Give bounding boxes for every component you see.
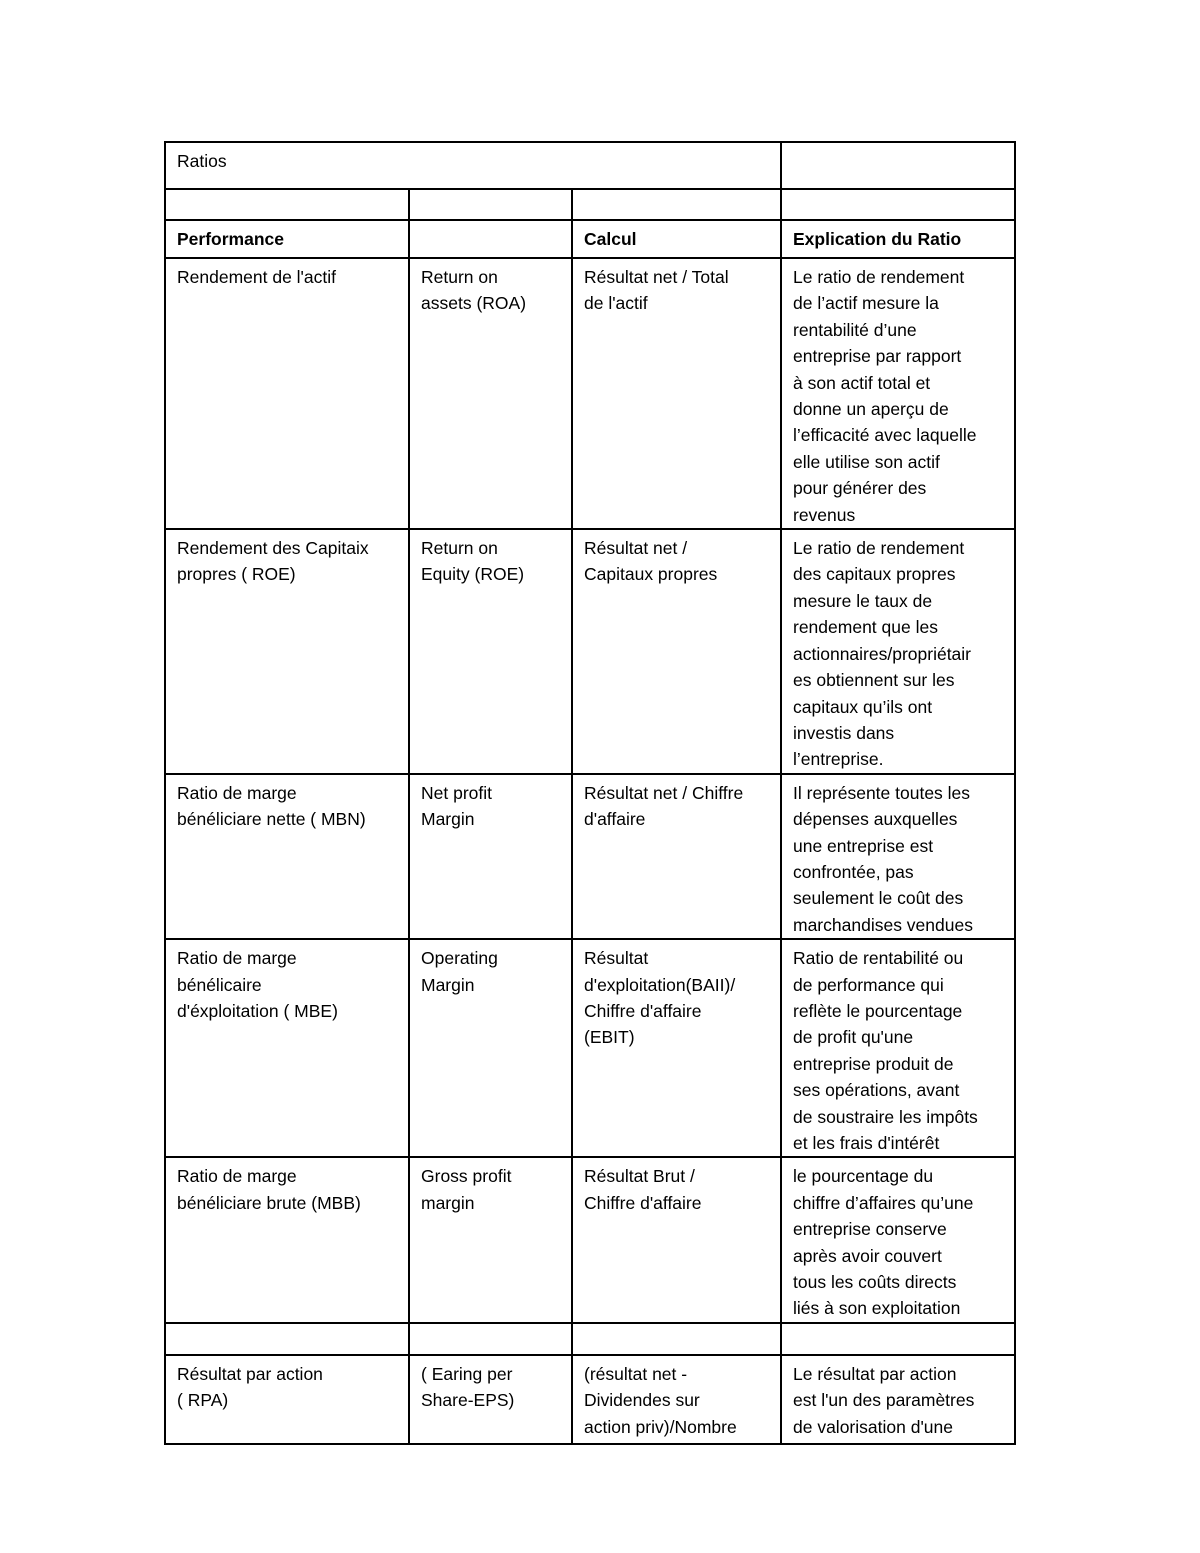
- cell-text-line: Résultat net / Total: [584, 267, 729, 287]
- cell-text-line: Margin: [421, 974, 475, 995]
- header-row: [165, 220, 1015, 258]
- cell-text-line: une entreprise est: [793, 835, 934, 856]
- cell-text-line: marchandises vendues: [793, 914, 973, 935]
- ratio-calcul-cell: [572, 258, 781, 529]
- cell-text-line: pour générer des: [793, 478, 927, 499]
- cell-text-line: Résultat net / Chiffre: [584, 782, 744, 803]
- cell-text-line: mesure le taux de: [793, 590, 933, 611]
- cell-text-line: propres ( ROE): [177, 564, 296, 585]
- ratio-calcul-cell: [572, 529, 781, 774]
- ratio-row: [165, 1157, 1015, 1322]
- ratio-row: [165, 774, 1015, 939]
- table-title-cell: [165, 142, 781, 189]
- ratio-calcul-cell: [572, 1355, 781, 1444]
- cell-text-line: elle utilise son actif: [793, 451, 940, 472]
- cell-text-line: Ratio de marge: [177, 948, 297, 969]
- cell-text-line: de l’actif mesure la: [793, 293, 939, 314]
- ratio-explication-cell: [781, 258, 1015, 529]
- cell-text-line: Chiffre d'affaire: [584, 1000, 702, 1021]
- cell-text-line: de valorisation d'une: [793, 1416, 953, 1437]
- cell-text-line: Résultat: [584, 948, 649, 969]
- cell-text-line: Gross profit: [421, 1166, 512, 1187]
- cell-text-line: bénélicaire: [177, 974, 262, 995]
- cell-text-line: d'affaire: [584, 809, 646, 830]
- empty-cell: [409, 189, 572, 220]
- cell-text-line: capitaux qu’ils ont: [793, 696, 933, 717]
- cell-text-line: seulement le coût des: [793, 888, 964, 909]
- ratio-name-cell: [165, 939, 409, 1157]
- cell-text-line: Ratio de marge: [177, 1166, 297, 1187]
- empty-cell: [781, 189, 1015, 220]
- cell-text-line: Ratio de marge: [177, 782, 297, 803]
- empty-cell: [572, 1323, 781, 1355]
- cell-text-line: reflète le pourcentage: [793, 1000, 963, 1021]
- ratio-explication-cell: [781, 939, 1015, 1157]
- cell-text-line: d'éxploitation ( MBE): [177, 1000, 338, 1021]
- ratio-calcul-cell: [572, 939, 781, 1157]
- cell-text-line: rentabilité d’une: [793, 319, 917, 340]
- ratio-name-cell: [165, 258, 409, 529]
- ratio-english-cell: [409, 529, 572, 774]
- cell-text-line: Ratio de rentabilité ou: [793, 948, 964, 969]
- cell-text-line: de performance qui: [793, 974, 944, 995]
- ratio-explication-cell: [781, 1355, 1015, 1444]
- cell-text-line: de l'actif: [584, 293, 648, 314]
- cell-text-line: entreprise par rapport: [793, 346, 962, 367]
- ratio-calcul-cell: [572, 1157, 781, 1322]
- cell-text-line: à son actif total et: [793, 372, 931, 393]
- ratio-row: [165, 529, 1015, 774]
- cell-text-line: est l'un des paramètres: [793, 1390, 975, 1411]
- cell-text-line: (résultat net -: [584, 1363, 688, 1384]
- cell-text-line: Résultat par action: [177, 1363, 323, 1384]
- ratio-name-cell: [165, 774, 409, 939]
- empty-cell: [781, 142, 1015, 189]
- cell-text-line: donne un aperçu de: [793, 399, 949, 420]
- cell-text-line: Le résultat par action: [793, 1363, 957, 1384]
- cell-text-line: assets (ROA): [421, 293, 527, 314]
- table-title: Ratios: [177, 151, 227, 171]
- cell-text-line: confrontée, pas: [793, 861, 914, 882]
- cell-text-line: Equity (ROE): [421, 564, 525, 585]
- cell-text-line: Share-EPS): [421, 1390, 515, 1411]
- cell-text-line: es obtiennent sur les: [793, 670, 955, 691]
- empty-row: [165, 189, 1015, 220]
- cell-text-line: Il représente toutes les: [793, 782, 971, 803]
- ratio-english-cell: [409, 774, 572, 939]
- cell-text-line: Return on: [421, 538, 498, 559]
- cell-text-line: revenus: [793, 504, 856, 525]
- cell-text-line: après avoir couvert: [793, 1245, 942, 1266]
- cell-text-line: bénéliciare nette ( MBN): [177, 809, 366, 830]
- cell-text-line: de soustraire les impôts: [793, 1106, 978, 1127]
- cell-text-line: Résultat net /: [584, 538, 688, 559]
- cell-text-line: Dividendes sur: [584, 1390, 700, 1411]
- cell-text-line: Chiffre d'affaire: [584, 1192, 702, 1213]
- header-explication: Explication du Ratio: [781, 220, 1015, 258]
- ratio-explication-cell: [781, 774, 1015, 939]
- ratio-row: [165, 1355, 1015, 1444]
- cell-text-line: action priv)/Nombre: [584, 1416, 737, 1437]
- cell-text-line: actionnaires/propriétair: [793, 643, 972, 664]
- ratio-english-cell: [409, 1157, 572, 1322]
- empty-cell: [572, 189, 781, 220]
- cell-text-line: ( Earing per: [421, 1363, 513, 1384]
- ratio-english-cell: [409, 258, 572, 529]
- cell-text-line: tous les coûts directs: [793, 1272, 957, 1293]
- ratio-explication-cell: [781, 1157, 1015, 1322]
- cell-text-line: des capitaux propres: [793, 564, 956, 585]
- empty-cell: [781, 1323, 1015, 1355]
- ratio-row: [165, 939, 1015, 1157]
- ratio-name-cell: [165, 1157, 409, 1322]
- ratio-explication-cell: [781, 529, 1015, 774]
- cell-text-line: investis dans: [793, 722, 895, 743]
- cell-text-line: et les frais d'intérêt: [793, 1133, 940, 1153]
- cell-text-line: Rendement de l'actif: [177, 267, 336, 287]
- cell-text-line: rendement que les: [793, 617, 938, 638]
- cell-text-line: Le ratio de rendement: [793, 267, 965, 287]
- cell-text-line: margin: [421, 1192, 475, 1213]
- title-row: [165, 142, 1015, 189]
- cell-text-line: l’entreprise.: [793, 749, 884, 770]
- cell-text-line: le pourcentage du: [793, 1166, 934, 1187]
- ratio-name-cell: [165, 1355, 409, 1444]
- ratio-calcul-cell: [572, 774, 781, 939]
- cell-text-line: Résultat Brut /: [584, 1166, 695, 1187]
- empty-cell: [165, 189, 409, 220]
- ratio-english-cell: [409, 1355, 572, 1444]
- ratio-english-cell: [409, 939, 572, 1157]
- cell-text-line: Operating: [421, 948, 498, 969]
- header-calcul: Calcul: [572, 220, 781, 258]
- cell-text-line: Rendement des Capitaix: [177, 538, 369, 559]
- cell-text-line: chiffre d’affaires qu’une: [793, 1192, 974, 1213]
- cell-text-line: bénéliciare brute (MBB): [177, 1192, 361, 1213]
- cell-text-line: (EBIT): [584, 1027, 635, 1048]
- cell-text-line: Capitaux propres: [584, 564, 718, 585]
- empty-cell: [409, 1323, 572, 1355]
- cell-text-line: Net profit: [421, 782, 492, 803]
- header-performance: Performance: [165, 220, 409, 258]
- cell-text-line: ses opérations, avant: [793, 1080, 960, 1101]
- empty-row: [165, 1323, 1015, 1355]
- empty-cell: [165, 1323, 409, 1355]
- cell-text-line: liés à son exploitation: [793, 1298, 961, 1319]
- cell-text-line: d'exploitation(BAII)/: [584, 974, 736, 995]
- ratio-row: [165, 258, 1015, 529]
- cell-text-line: ( RPA): [177, 1390, 229, 1411]
- cell-text-line: Le ratio de rendement: [793, 538, 965, 559]
- cell-text-line: l’efficacité avec laquelle: [793, 425, 977, 446]
- cell-text-line: dépenses auxquelles: [793, 809, 958, 830]
- cell-text-line: Margin: [421, 809, 475, 830]
- cell-text-line: Return on: [421, 267, 498, 287]
- cell-text-line: de profit qu'une: [793, 1027, 914, 1048]
- cell-text-line: entreprise conserve: [793, 1219, 947, 1240]
- ratio-name-cell: [165, 529, 409, 774]
- ratios-table: [164, 141, 1016, 1445]
- cell-text-line: entreprise produit de: [793, 1053, 954, 1074]
- header-english: [409, 220, 572, 258]
